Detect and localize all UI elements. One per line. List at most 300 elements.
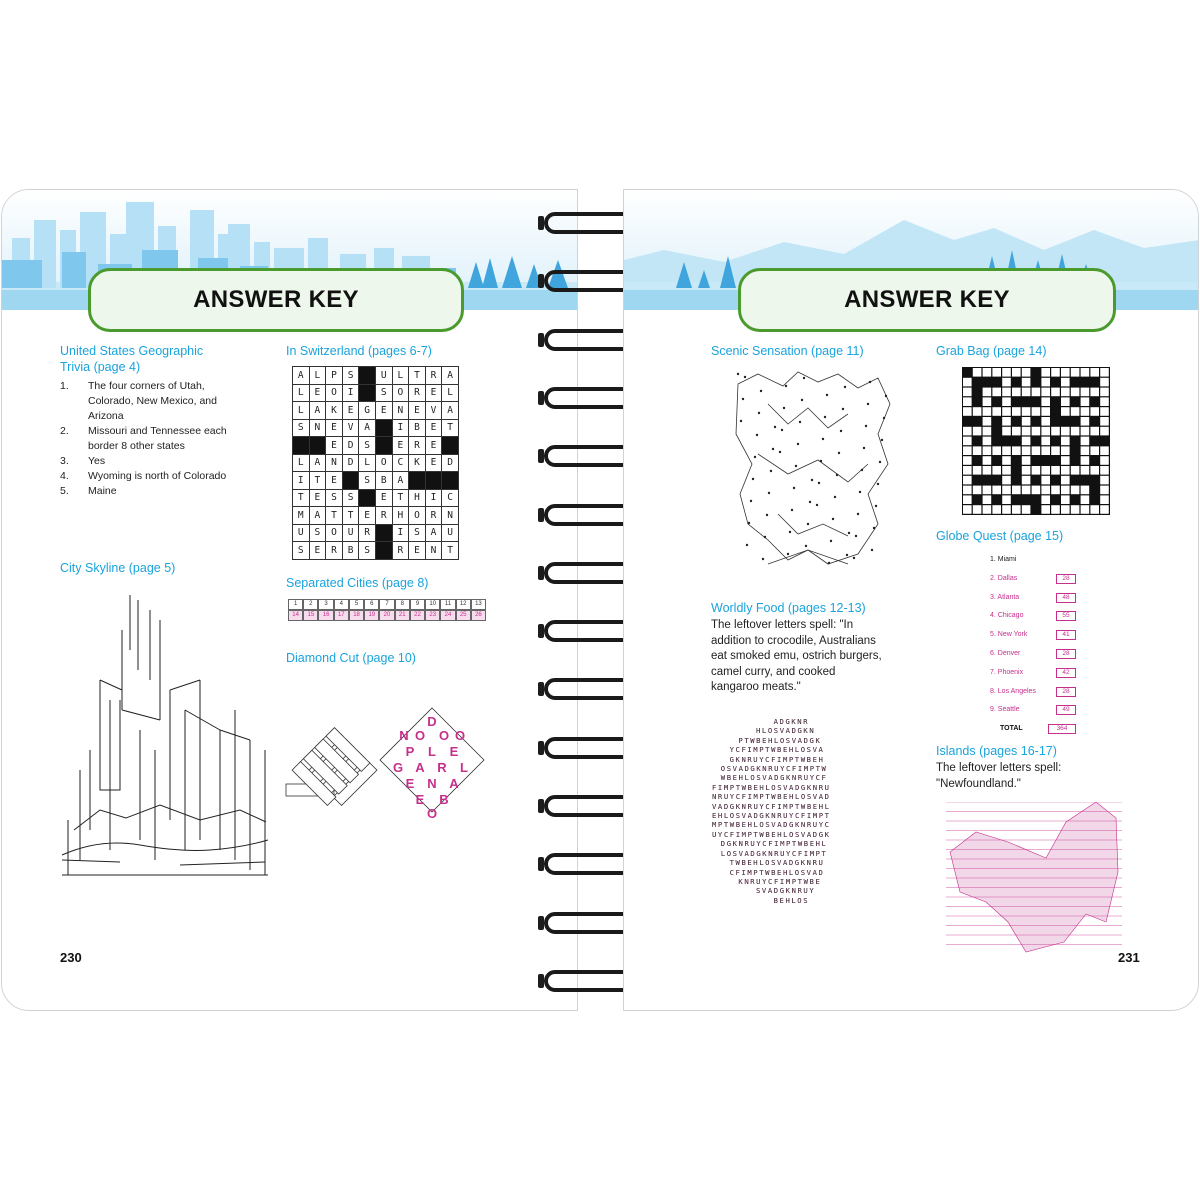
- diamond-letter: E: [415, 792, 425, 807]
- crossword-row: [293, 472, 459, 490]
- trivia-title-line2: Trivia (page 4): [60, 360, 141, 374]
- scenic-dot: [801, 399, 803, 401]
- crossword-cell: L: [359, 454, 376, 472]
- crossword-row: [293, 454, 459, 472]
- globe-quest-title: Globe Quest (page 15): [936, 529, 1064, 543]
- scenic-dot: [752, 478, 754, 480]
- right-page: [623, 189, 1199, 1011]
- grab-bag-cell: [1061, 388, 1070, 397]
- globe-quest-value: 28: [1056, 649, 1076, 659]
- separated-cities-cell: 16: [318, 610, 333, 621]
- grab-bag-cell: [983, 427, 992, 436]
- grab-bag-cell: [1071, 388, 1080, 397]
- scenic-dot: [857, 513, 859, 515]
- scenic-dot: [750, 500, 752, 502]
- grab-bag-cell: [983, 368, 992, 377]
- grab-bag-cell: [1022, 417, 1031, 426]
- separated-cities-cell: 22: [410, 610, 425, 621]
- grab-bag-cell: [963, 495, 972, 504]
- crossword-cell: R: [409, 437, 426, 455]
- crossword-cell: [375, 542, 392, 560]
- crossword-cell: [425, 472, 442, 490]
- crossword-cell: U: [293, 524, 310, 542]
- crossword-cell: [375, 419, 392, 437]
- diamond-letter: E: [405, 776, 415, 791]
- worldly-food-title: Worldly Food (pages 12-13): [711, 601, 866, 615]
- separated-cities-cell: 3: [318, 599, 333, 610]
- grab-bag-cell: [973, 505, 982, 514]
- grab-bag-cell: [1022, 368, 1031, 377]
- scenic-dot: [742, 398, 744, 400]
- grab-bag-cell: [1081, 495, 1090, 504]
- word-search-row: FIMPTWBEHLOSVADGKNRU: [712, 782, 831, 792]
- grab-bag-cell: [983, 456, 992, 465]
- crossword-cell: V: [342, 419, 359, 437]
- separated-cities-cell: 15: [303, 610, 318, 621]
- grab-bag-cell: [1090, 388, 1099, 397]
- grab-bag-crossword: [962, 367, 1110, 515]
- grab-bag-cell: [1022, 388, 1031, 397]
- grab-bag-cell: [983, 505, 992, 514]
- grab-bag-cell: [1022, 486, 1031, 495]
- trivia-answer-line: Yes: [88, 455, 106, 467]
- globe-quest-city: 5. New York: [990, 631, 1028, 639]
- grab-bag-cell: [1071, 505, 1080, 514]
- grab-bag-cell: [1100, 388, 1109, 397]
- scenic-dot: [772, 448, 774, 450]
- crossword-cell: P: [326, 367, 343, 385]
- islands-word-shape: [946, 802, 1122, 954]
- scenic-dot: [838, 452, 840, 454]
- scenic-dot: [830, 540, 832, 542]
- crossword-cell: O: [392, 384, 409, 402]
- scenic-dot: [758, 412, 760, 414]
- grab-bag-cell: [983, 446, 992, 455]
- trivia-title-line1: United States Geographic: [60, 344, 204, 358]
- grab-bag-cell: [1002, 495, 1011, 504]
- crossword-cell: E: [359, 507, 376, 525]
- separated-cities-cell: 26: [471, 610, 486, 621]
- crossword-cell: T: [392, 489, 409, 507]
- scenic-dot: [846, 554, 848, 556]
- diamond-letter: B: [439, 792, 449, 807]
- grab-bag-cell: [1100, 368, 1109, 377]
- scenic-dot: [836, 474, 838, 476]
- crossword-cell: L: [392, 367, 409, 385]
- grab-bag-cell: [1061, 378, 1070, 387]
- grab-bag-cell: [992, 368, 1001, 377]
- crossword-cell: L: [293, 402, 310, 420]
- grab-bag-cell: [1071, 486, 1080, 495]
- crossword-cell: R: [326, 542, 343, 560]
- crossword-cell: R: [359, 524, 376, 542]
- grab-bag-title: Grab Bag (page 14): [936, 344, 1047, 358]
- grab-bag-cell: [1081, 397, 1090, 406]
- grab-bag-cell: [1012, 486, 1021, 495]
- islands-line: "Newfoundland.": [936, 777, 1021, 790]
- globe-quest-value: 28: [1056, 687, 1076, 697]
- grab-bag-cell: [1012, 446, 1021, 455]
- diamond-letter: L: [460, 760, 468, 775]
- scenic-dot: [881, 439, 883, 441]
- scenic-dot: [853, 557, 855, 559]
- trivia-answer-number: 1.: [60, 380, 69, 392]
- scenic-dot: [744, 376, 746, 378]
- grab-bag-cell: [1061, 505, 1070, 514]
- grab-bag-cell: [1100, 476, 1109, 485]
- grab-bag-cell: [992, 388, 1001, 397]
- grab-bag-cell: [1012, 388, 1021, 397]
- islands-line: The leftover letters spell:: [936, 762, 1062, 774]
- diamond-letter: N: [399, 728, 409, 743]
- grab-bag-cell: [1071, 407, 1080, 416]
- grab-bag-cell: [1081, 505, 1090, 514]
- scenic-dot: [883, 417, 885, 419]
- crossword-row: [293, 542, 459, 560]
- crossword-cell: E: [375, 402, 392, 420]
- diamond-letter: G: [392, 760, 404, 775]
- worldly-food-line: addition to crocodile, Australians: [711, 634, 876, 647]
- diamond-letter: N: [427, 776, 437, 791]
- crossword-row: [293, 524, 459, 542]
- grab-bag-cell: [1081, 466, 1090, 475]
- grab-bag-cell: [963, 397, 972, 406]
- grab-bag-cell: [1090, 505, 1099, 514]
- crossword-cell: B: [409, 419, 426, 437]
- worldly-food-word-search: [712, 717, 831, 905]
- scenic-dot: [795, 465, 797, 467]
- islands-title: Islands (pages 16-17): [936, 744, 1057, 758]
- trivia-answer-4: [60, 469, 270, 484]
- scenic-dot: [869, 381, 871, 383]
- crossword-cell: E: [326, 419, 343, 437]
- grab-bag-cell: [1090, 368, 1099, 377]
- grab-bag-cell: [1041, 397, 1050, 406]
- grab-bag-cell: [1022, 378, 1031, 387]
- grab-bag-cell: [1022, 456, 1031, 465]
- crossword-cell: O: [326, 384, 343, 402]
- crossword-cell: A: [309, 402, 326, 420]
- grab-bag-cell: [1061, 476, 1070, 485]
- diamond-letter: A: [449, 776, 459, 791]
- globe-quest-total-label: TOTAL: [1000, 725, 1023, 733]
- trivia-answer-1: [60, 379, 270, 424]
- crossword-cell: A: [293, 367, 310, 385]
- crossword-cell: E: [425, 419, 442, 437]
- crossword-cell: R: [425, 507, 442, 525]
- separated-cities-cell: 2: [303, 599, 318, 610]
- separated-cities-cell: 19: [364, 610, 379, 621]
- separated-cities-cell: 21: [395, 610, 410, 621]
- grab-bag-cell: [1012, 407, 1021, 416]
- grab-bag-cell: [1100, 486, 1109, 495]
- globe-quest-city: 2. Dallas: [990, 574, 1018, 582]
- scenic-dot: [811, 479, 813, 481]
- crossword-cell: L: [293, 454, 310, 472]
- grab-bag-cell: [1051, 505, 1060, 514]
- crossword-cell: A: [425, 524, 442, 542]
- separated-cities-row: [288, 599, 486, 610]
- scenic-dot: [832, 518, 834, 520]
- crossword-cell: T: [442, 542, 459, 560]
- grab-bag-cell: [1061, 446, 1070, 455]
- trivia-answer-number: 5.: [60, 485, 69, 497]
- grab-bag-cell: [1012, 368, 1021, 377]
- crossword-cell: O: [375, 454, 392, 472]
- word-search-row: TWBEHLOSVADGKNRU: [729, 858, 825, 868]
- globe-quest-city: 9. Seattle: [990, 706, 1020, 714]
- grab-bag-cell: [1100, 456, 1109, 465]
- crossword-cell: K: [326, 402, 343, 420]
- word-search-row: MPTWBEHLOSVADGKNRUYC: [712, 820, 831, 830]
- separated-cities-cell: 12: [456, 599, 471, 610]
- grab-bag-cell: [1081, 446, 1090, 455]
- grab-bag-cell: [1100, 427, 1109, 436]
- scenic-dot: [805, 545, 807, 547]
- scenic-dot: [840, 430, 842, 432]
- grab-bag-cell: [1081, 417, 1090, 426]
- grab-bag-cell: [1100, 505, 1109, 514]
- scenic-dot: [865, 425, 867, 427]
- separated-cities-cell: 18: [349, 610, 364, 621]
- grab-bag-cell: [1090, 466, 1099, 475]
- crossword-cell: E: [425, 454, 442, 472]
- crossword-cell: A: [392, 472, 409, 490]
- grab-bag-cell: [1002, 456, 1011, 465]
- scenic-dot: [756, 434, 758, 436]
- word-search-row: CFIMPTWBEHLOSVAD: [729, 867, 825, 877]
- grab-bag-cell: [963, 407, 972, 416]
- separated-cities-cell: 14: [288, 610, 303, 621]
- scenic-dot: [783, 407, 785, 409]
- scenic-dot: [855, 535, 857, 537]
- grab-bag-cell: [1012, 427, 1021, 436]
- switzerland-title: In Switzerland (pages 6-7): [286, 344, 432, 358]
- trivia-answer-line: Colorado, New Mexico, and: [88, 395, 217, 407]
- scenic-dot: [766, 514, 768, 516]
- word-search-row: OSVADGKNRUYCFIMPTW: [720, 764, 828, 774]
- scenic-dot: [861, 469, 863, 471]
- worldly-food-line: kangaroo meats.": [711, 681, 801, 693]
- grab-bag-cell: [983, 466, 992, 475]
- grab-bag-cell: [1002, 486, 1011, 495]
- crossword-cell: L: [309, 367, 326, 385]
- crossword-cell: M: [293, 507, 310, 525]
- grab-bag-cell: [963, 446, 972, 455]
- globe-quest-city: 7. Phoenix: [990, 668, 1024, 676]
- crossword-cell: L: [293, 384, 310, 402]
- grab-bag-cell: [963, 437, 972, 446]
- grab-bag-cell: [963, 388, 972, 397]
- scenic-dot: [748, 522, 750, 524]
- grab-bag-cell: [1041, 417, 1050, 426]
- grab-bag-cell: [1002, 476, 1011, 485]
- grab-bag-cell: [1100, 397, 1109, 406]
- crossword-cell: R: [425, 367, 442, 385]
- grab-bag-cell: [1090, 407, 1099, 416]
- grab-bag-cell: [1041, 476, 1050, 485]
- grab-bag-cell: [1032, 446, 1041, 455]
- diamond-letter: R: [437, 760, 447, 775]
- crossword-cell: E: [326, 472, 343, 490]
- scenic-dot: [774, 426, 776, 428]
- separated-cities-cell: 7: [379, 599, 394, 610]
- grab-bag-cell: [973, 368, 982, 377]
- grab-bag-cell: [1081, 437, 1090, 446]
- crossword-row: [293, 384, 459, 402]
- crossword-cell: T: [326, 507, 343, 525]
- scenic-dot: [793, 487, 795, 489]
- grab-bag-cell: [983, 388, 992, 397]
- grab-bag-cell: [1002, 368, 1011, 377]
- crossword-cell: B: [342, 542, 359, 560]
- separated-cities-cell: 4: [334, 599, 349, 610]
- crossword-cell: D: [442, 454, 459, 472]
- scenic-dot: [779, 451, 781, 453]
- grab-bag-cell: [1061, 368, 1070, 377]
- worldly-food-line: camel curry, and cooked: [711, 665, 836, 678]
- scenic-dot: [863, 447, 865, 449]
- grab-bag-cell: [1032, 427, 1041, 436]
- trivia-answer-line: border 8 other states: [88, 440, 185, 452]
- globe-quest-city: 8. Los Angeles: [990, 687, 1036, 695]
- crossword-cell: B: [375, 472, 392, 490]
- scenic-dot: [875, 505, 877, 507]
- grab-bag-cell: [1051, 466, 1060, 475]
- crossword-row: [293, 419, 459, 437]
- grab-bag-cell: [963, 466, 972, 475]
- grab-bag-cell: [992, 466, 1001, 475]
- trivia-answer-line: Missouri and Tennessee each: [88, 425, 227, 437]
- crossword-cell: U: [342, 524, 359, 542]
- globe-quest-value: 55: [1056, 611, 1076, 621]
- crossword-cell: T: [342, 507, 359, 525]
- crossword-cell: E: [309, 384, 326, 402]
- grab-bag-cell: [1002, 397, 1011, 406]
- trivia-answer-2: [60, 424, 270, 454]
- grab-bag-cell: [973, 486, 982, 495]
- grab-bag-cell: [1041, 407, 1050, 416]
- separated-cities-row: [288, 610, 486, 621]
- scenic-dot: [746, 544, 748, 546]
- separated-cities-cell: 23: [425, 610, 440, 621]
- grab-bag-cell: [963, 486, 972, 495]
- grab-bag-cell: [1100, 446, 1109, 455]
- crossword-cell: I: [293, 472, 310, 490]
- globe-quest-city: 1. Miami: [990, 556, 1017, 563]
- crossword-cell: H: [392, 507, 409, 525]
- grab-bag-cell: [963, 456, 972, 465]
- grab-bag-cell: [1051, 388, 1060, 397]
- worldly-food-line: The leftover letters spell: "In: [711, 619, 854, 631]
- grab-bag-cell: [1100, 417, 1109, 426]
- grab-bag-cell: [1032, 407, 1041, 416]
- word-search-row: ADGKNR: [773, 717, 810, 726]
- scenic-dot: [873, 527, 875, 529]
- grab-bag-cell: [1100, 407, 1109, 416]
- diamond-letter: O: [414, 728, 426, 743]
- grab-bag-cell: [1061, 495, 1070, 504]
- scenic-dot: [859, 491, 861, 493]
- grab-bag-cell: [1002, 378, 1011, 387]
- grab-bag-cell: [1022, 505, 1031, 514]
- grab-bag-cell: [992, 486, 1001, 495]
- crossword-row: [293, 507, 459, 525]
- grab-bag-cell: [1022, 476, 1031, 485]
- diamond-cut-puzzle: [284, 668, 494, 874]
- crossword-cell: A: [309, 454, 326, 472]
- answer-key-title-right: ANSWER KEY: [844, 286, 1010, 313]
- trivia-answer-number: 4.: [60, 470, 69, 482]
- grab-bag-cell: [1002, 407, 1011, 416]
- grab-bag-cell: [983, 417, 992, 426]
- crossword-cell: T: [309, 472, 326, 490]
- grab-bag-cell: [1051, 368, 1060, 377]
- crossword-cell: R: [375, 507, 392, 525]
- city-skyline-drawing: [60, 590, 270, 885]
- word-search-row: UYCFIMPTWBEHLOSVADGK: [712, 829, 831, 839]
- crossword-cell: S: [293, 542, 310, 560]
- globe-quest-city: 4. Chicago: [990, 612, 1024, 620]
- scenic-dot: [737, 373, 739, 375]
- scenic-dot: [740, 420, 742, 422]
- answer-key-header: [88, 268, 464, 332]
- crossword-cell: I: [425, 489, 442, 507]
- trivia-answer-number: 3.: [60, 455, 69, 467]
- trivia-answer-line: Arizona: [88, 410, 124, 422]
- scenic-dot: [820, 460, 822, 462]
- diamond-cut-title: Diamond Cut (page 10): [286, 651, 416, 665]
- crossword-cell: D: [342, 437, 359, 455]
- crossword-cell: S: [342, 489, 359, 507]
- crossword-row: [293, 402, 459, 420]
- crossword-cell: A: [442, 367, 459, 385]
- grab-bag-cell: [973, 407, 982, 416]
- answer-key-title: ANSWER KEY: [193, 286, 359, 313]
- word-search-row: GKNRUYCFIMPTWBEH: [729, 754, 825, 764]
- trivia-answer-5: [60, 484, 270, 499]
- grab-bag-cell: [992, 407, 1001, 416]
- grab-bag-cell: [992, 505, 1001, 514]
- grab-bag-cell: [983, 495, 992, 504]
- crossword-cell: E: [326, 437, 343, 455]
- word-search-row: WBEHLOSVADGKNRUYCF: [720, 773, 828, 783]
- crossword-cell: L: [442, 384, 459, 402]
- trivia-answer-line: Maine: [88, 485, 117, 497]
- grab-bag-cell: [1081, 368, 1090, 377]
- globe-quest-city: 6. Denver: [990, 650, 1021, 657]
- crossword-cell: T: [293, 489, 310, 507]
- grab-bag-cell: [1071, 466, 1080, 475]
- grab-bag-cell: [1061, 427, 1070, 436]
- islands-answer: [936, 761, 1136, 792]
- scenic-dot: [818, 482, 820, 484]
- scenic-dot: [770, 470, 772, 472]
- grab-bag-cell: [1081, 427, 1090, 436]
- word-search-row: NRUYCFIMPTWBEHLOSVAD: [712, 792, 831, 802]
- crossword-cell: N: [392, 402, 409, 420]
- scenic-dot: [848, 532, 850, 534]
- scenic-dot: [768, 492, 770, 494]
- crossword-cell: A: [442, 402, 459, 420]
- word-search-row: KNRUYCFIMPTWBE: [738, 876, 822, 886]
- crossword-cell: E: [342, 402, 359, 420]
- crossword-cell: [359, 489, 376, 507]
- worldly-food-answer: [711, 618, 916, 696]
- scenic-dot: [781, 429, 783, 431]
- crossword-row: [293, 367, 459, 385]
- grab-bag-cell: [1002, 505, 1011, 514]
